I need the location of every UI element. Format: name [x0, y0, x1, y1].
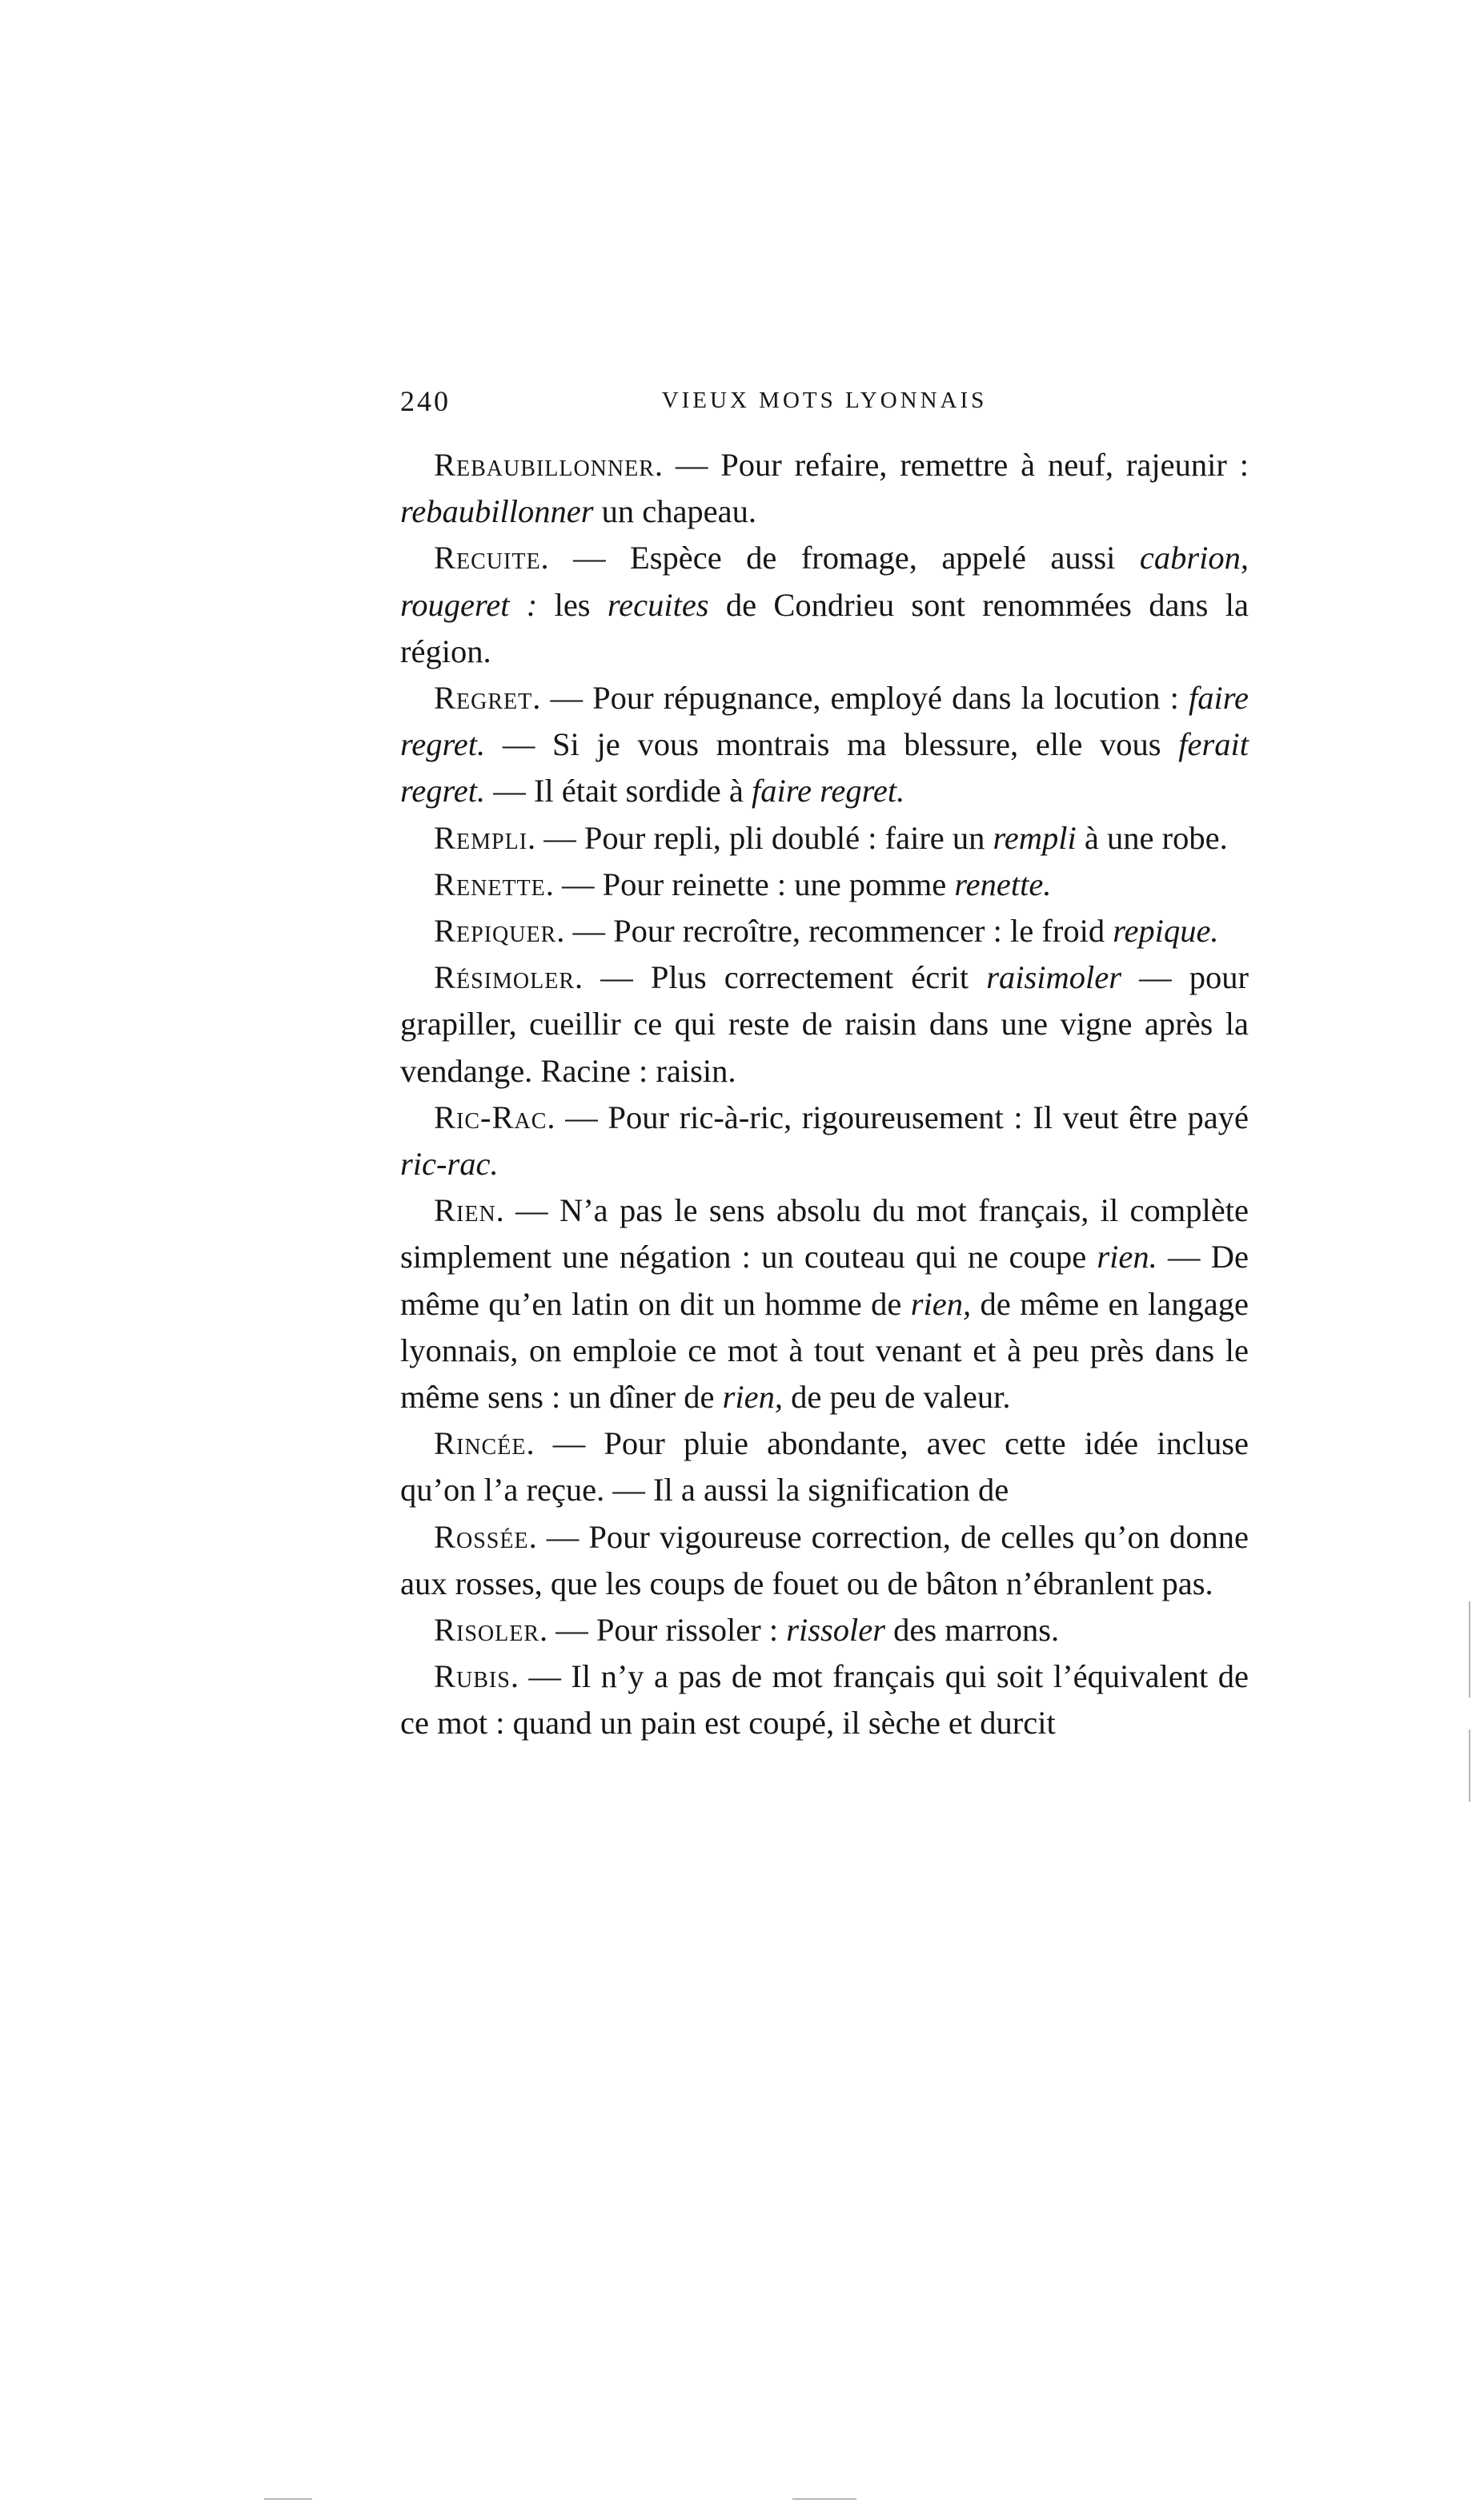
entry-text: des marrons. — [885, 1612, 1060, 1649]
page-number: 240 — [400, 385, 451, 417]
scan-edge-mark — [1469, 1601, 1470, 1697]
entry-text: de Condrieu sont renommées dans la région. — [400, 586, 1249, 669]
italic-term: ric-rac. — [400, 1146, 499, 1183]
headword: Résimoler — [434, 959, 576, 996]
entry-text: . — Espèce de fromage, appelé aussi — [540, 540, 1140, 577]
italic-term: rien, — [722, 1379, 784, 1416]
italic-term: recuites — [607, 586, 709, 623]
entry-text: . — Pour repli, pli doublé : faire un — [527, 819, 993, 856]
entry-text: de peu de valeur. — [783, 1379, 1011, 1416]
entry-text: à une robe. — [1076, 819, 1228, 856]
headword: Rincée — [434, 1425, 527, 1462]
headword: Renette — [434, 866, 546, 902]
headword: Rebaubillonner — [434, 447, 655, 483]
entry-text: . — Pour rissoler : — [539, 1612, 787, 1649]
entry-text: — Il était sordide à — [485, 773, 752, 810]
entry-text: un chapeau. — [593, 493, 757, 530]
dictionary-entry — [400, 442, 1249, 535]
dictionary-entry — [400, 862, 1249, 908]
entry-text: . — Pour pluie abondante, avec cette idée incluse qu’on l’a reçue. — Il a aussi la signification de — [400, 1425, 1249, 1509]
scan-edge-mark — [792, 2498, 856, 2500]
italic-term: faire regret. — [400, 680, 1249, 763]
headword: Risoler — [434, 1612, 540, 1649]
page-header — [400, 384, 1249, 432]
dictionary-entry — [400, 1514, 1249, 1607]
entry-text: . — Plus correctement écrit — [575, 959, 987, 996]
entry-text: . — Il n’y a pas de mot français qui soit l’équivalent de ce mot : quand un pain est coupé, il sèche et durcit — [400, 1658, 1249, 1742]
entry-text: — De même qu’en latin on dit un homme de — [400, 1239, 1249, 1322]
italic-term: faire regret. — [752, 773, 905, 810]
italic-term: rebaubillonner — [400, 493, 594, 530]
entry-text: . — Pour répugnance, employé dans la locution : — [532, 680, 1189, 717]
italic-term: raisimoler — [986, 959, 1122, 996]
headword: Rubis — [434, 1658, 511, 1695]
entry-text: . — Pour ric-à-ric, rigoureusement : Il veut être payé — [547, 1099, 1249, 1135]
dictionary-entry — [400, 954, 1249, 1095]
scan-edge-mark — [1469, 1730, 1470, 1802]
italic-term: repique. — [1113, 913, 1219, 950]
italic-term: ferait regret. — [400, 726, 1249, 810]
entry-text: — pour grapiller, cueillir ce qui reste de raisin dans une vigne après la vendange. Racine : raisin. — [400, 959, 1249, 1089]
headword: Rempli — [434, 819, 528, 856]
dictionary-entry — [400, 1607, 1249, 1653]
dictionary-entry — [400, 1187, 1249, 1420]
italic-term: rien. — [1097, 1239, 1157, 1276]
entry-text: de même en langage lyonnais, on emploie ce mot à tout venant et à peu près dans le même sens : un dîner de — [400, 1285, 1249, 1416]
italic-term: rempli — [993, 819, 1077, 856]
entry-text: — Si je vous montrais ma blessure, elle vous — [485, 726, 1179, 763]
dictionary-entry — [400, 1420, 1249, 1513]
dictionary-entry — [400, 1095, 1249, 1187]
dictionary-entry — [400, 908, 1249, 954]
italic-term: renette. — [954, 866, 1052, 902]
headword: Rien — [434, 1192, 496, 1229]
entry-text: . — Pour vigoureuse correction, de celles qu’on donne aux rosses, que les coups de fouet ou de bâton n’ébranlent pas. — [400, 1518, 1249, 1601]
entry-text: . — Pour reinette : une pomme — [545, 866, 955, 902]
headword: Repiquer — [434, 913, 557, 950]
entry-text: . — N’a pas le sens absolu du mot français, il complète simplement une négation : un couteau qui ne coupe — [400, 1192, 1249, 1276]
headword: Rossée — [434, 1518, 529, 1555]
scan-edge-mark — [264, 2498, 312, 2500]
dictionary-entry — [400, 815, 1249, 862]
italic-term: cabrion, rougeret : — [400, 540, 1249, 623]
dictionary-entry — [400, 675, 1249, 815]
entry-text: . — Pour refaire, remettre à neuf, rajeunir : — [654, 447, 1249, 483]
dictionary-entry — [400, 1653, 1249, 1746]
running-title: VIEUX MOTS LYONNAIS — [661, 388, 988, 413]
dictionary-entries — [400, 442, 1249, 1747]
headword: Recuite — [434, 540, 541, 577]
headword: Regret — [434, 680, 533, 717]
dictionary-entry — [400, 535, 1249, 675]
entry-text: les — [537, 586, 608, 623]
italic-term: rien, — [910, 1285, 972, 1322]
entry-text: . — Pour recroître, recommencer : le froid — [556, 913, 1113, 950]
italic-term: rissoler — [786, 1612, 886, 1649]
headword: Ric-Rac — [434, 1099, 547, 1135]
